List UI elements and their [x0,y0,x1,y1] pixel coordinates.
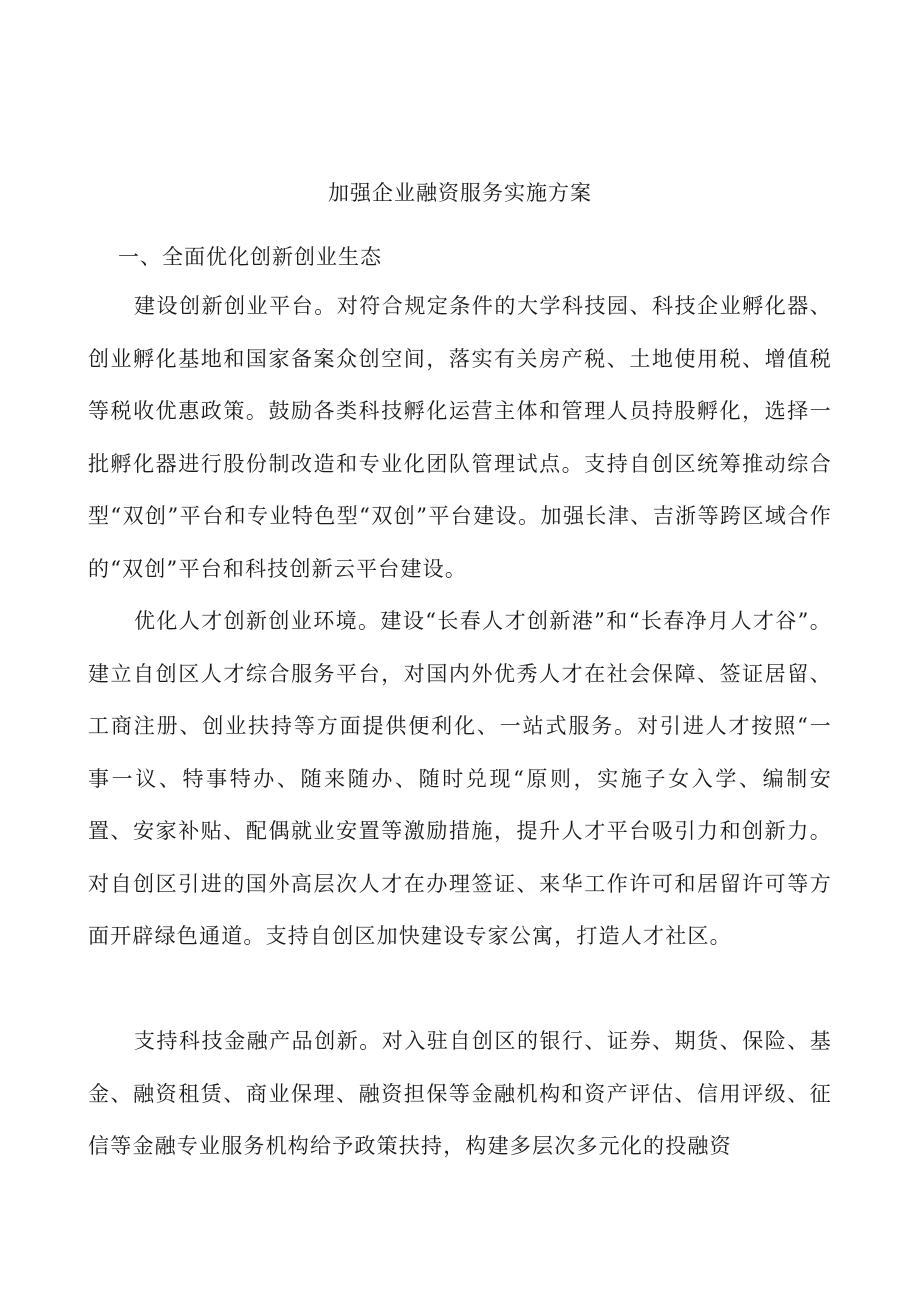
document-title: 加强企业融资服务实施方案 [328,181,592,205]
paragraph-talent-environment: 优化人才创新创业环境。建设“长春人才创新港”和“长春净月人才谷”。建立自创区人才综合服务平台，对国内外优秀人才在社会保障、签证居留、工商注册、创业扶持等方面提供便利化、一站式服务。对引进人才按照“一事一议、特事特办、随来随办、随时兑现“原则，实施子女入学、编制安置、安家补贴、配偶就业安置等激励措施，提升人才平台吸引力和创新力。对自创区引进的国外高层次人才在办理签证、来华工作许可和居留许可等方面开辟绿色通道。支持自创区加快建设专家公寓，打造人才社区。 [88,609,832,948]
section-heading: 一、全面优化创新创业生态 [118,245,382,269]
paragraph-fintech-products: 支持科技金融产品创新。对入驻自创区的银行、证券、期货、保险、基金、融资租赁、商业保理、融资担保等金融机构和资产评估、信用评级、征信等金融专业服务机构给予政策扶持，构建多层次多元化的投融资 [88,1029,832,1158]
paragraph-startup-platform: 建设创新创业平台。对符合规定条件的大学科技园、科技企业孵化器、创业孵化基地和国家备案众创空间，落实有关房产税、土地使用税、增值税等税收优惠政策。鼓励各类科技孵化运营主体和管理人员持股孵化，选择一批孵化器进行股份制改造和专业化团队管理试点。支持自创区统筹推动综合型“双创”平台和专业特色型“双创”平台建设。加强长津、吉浙等跨区域合作的“双创”平台和科技创新云平台建设。 [88,294,832,581]
